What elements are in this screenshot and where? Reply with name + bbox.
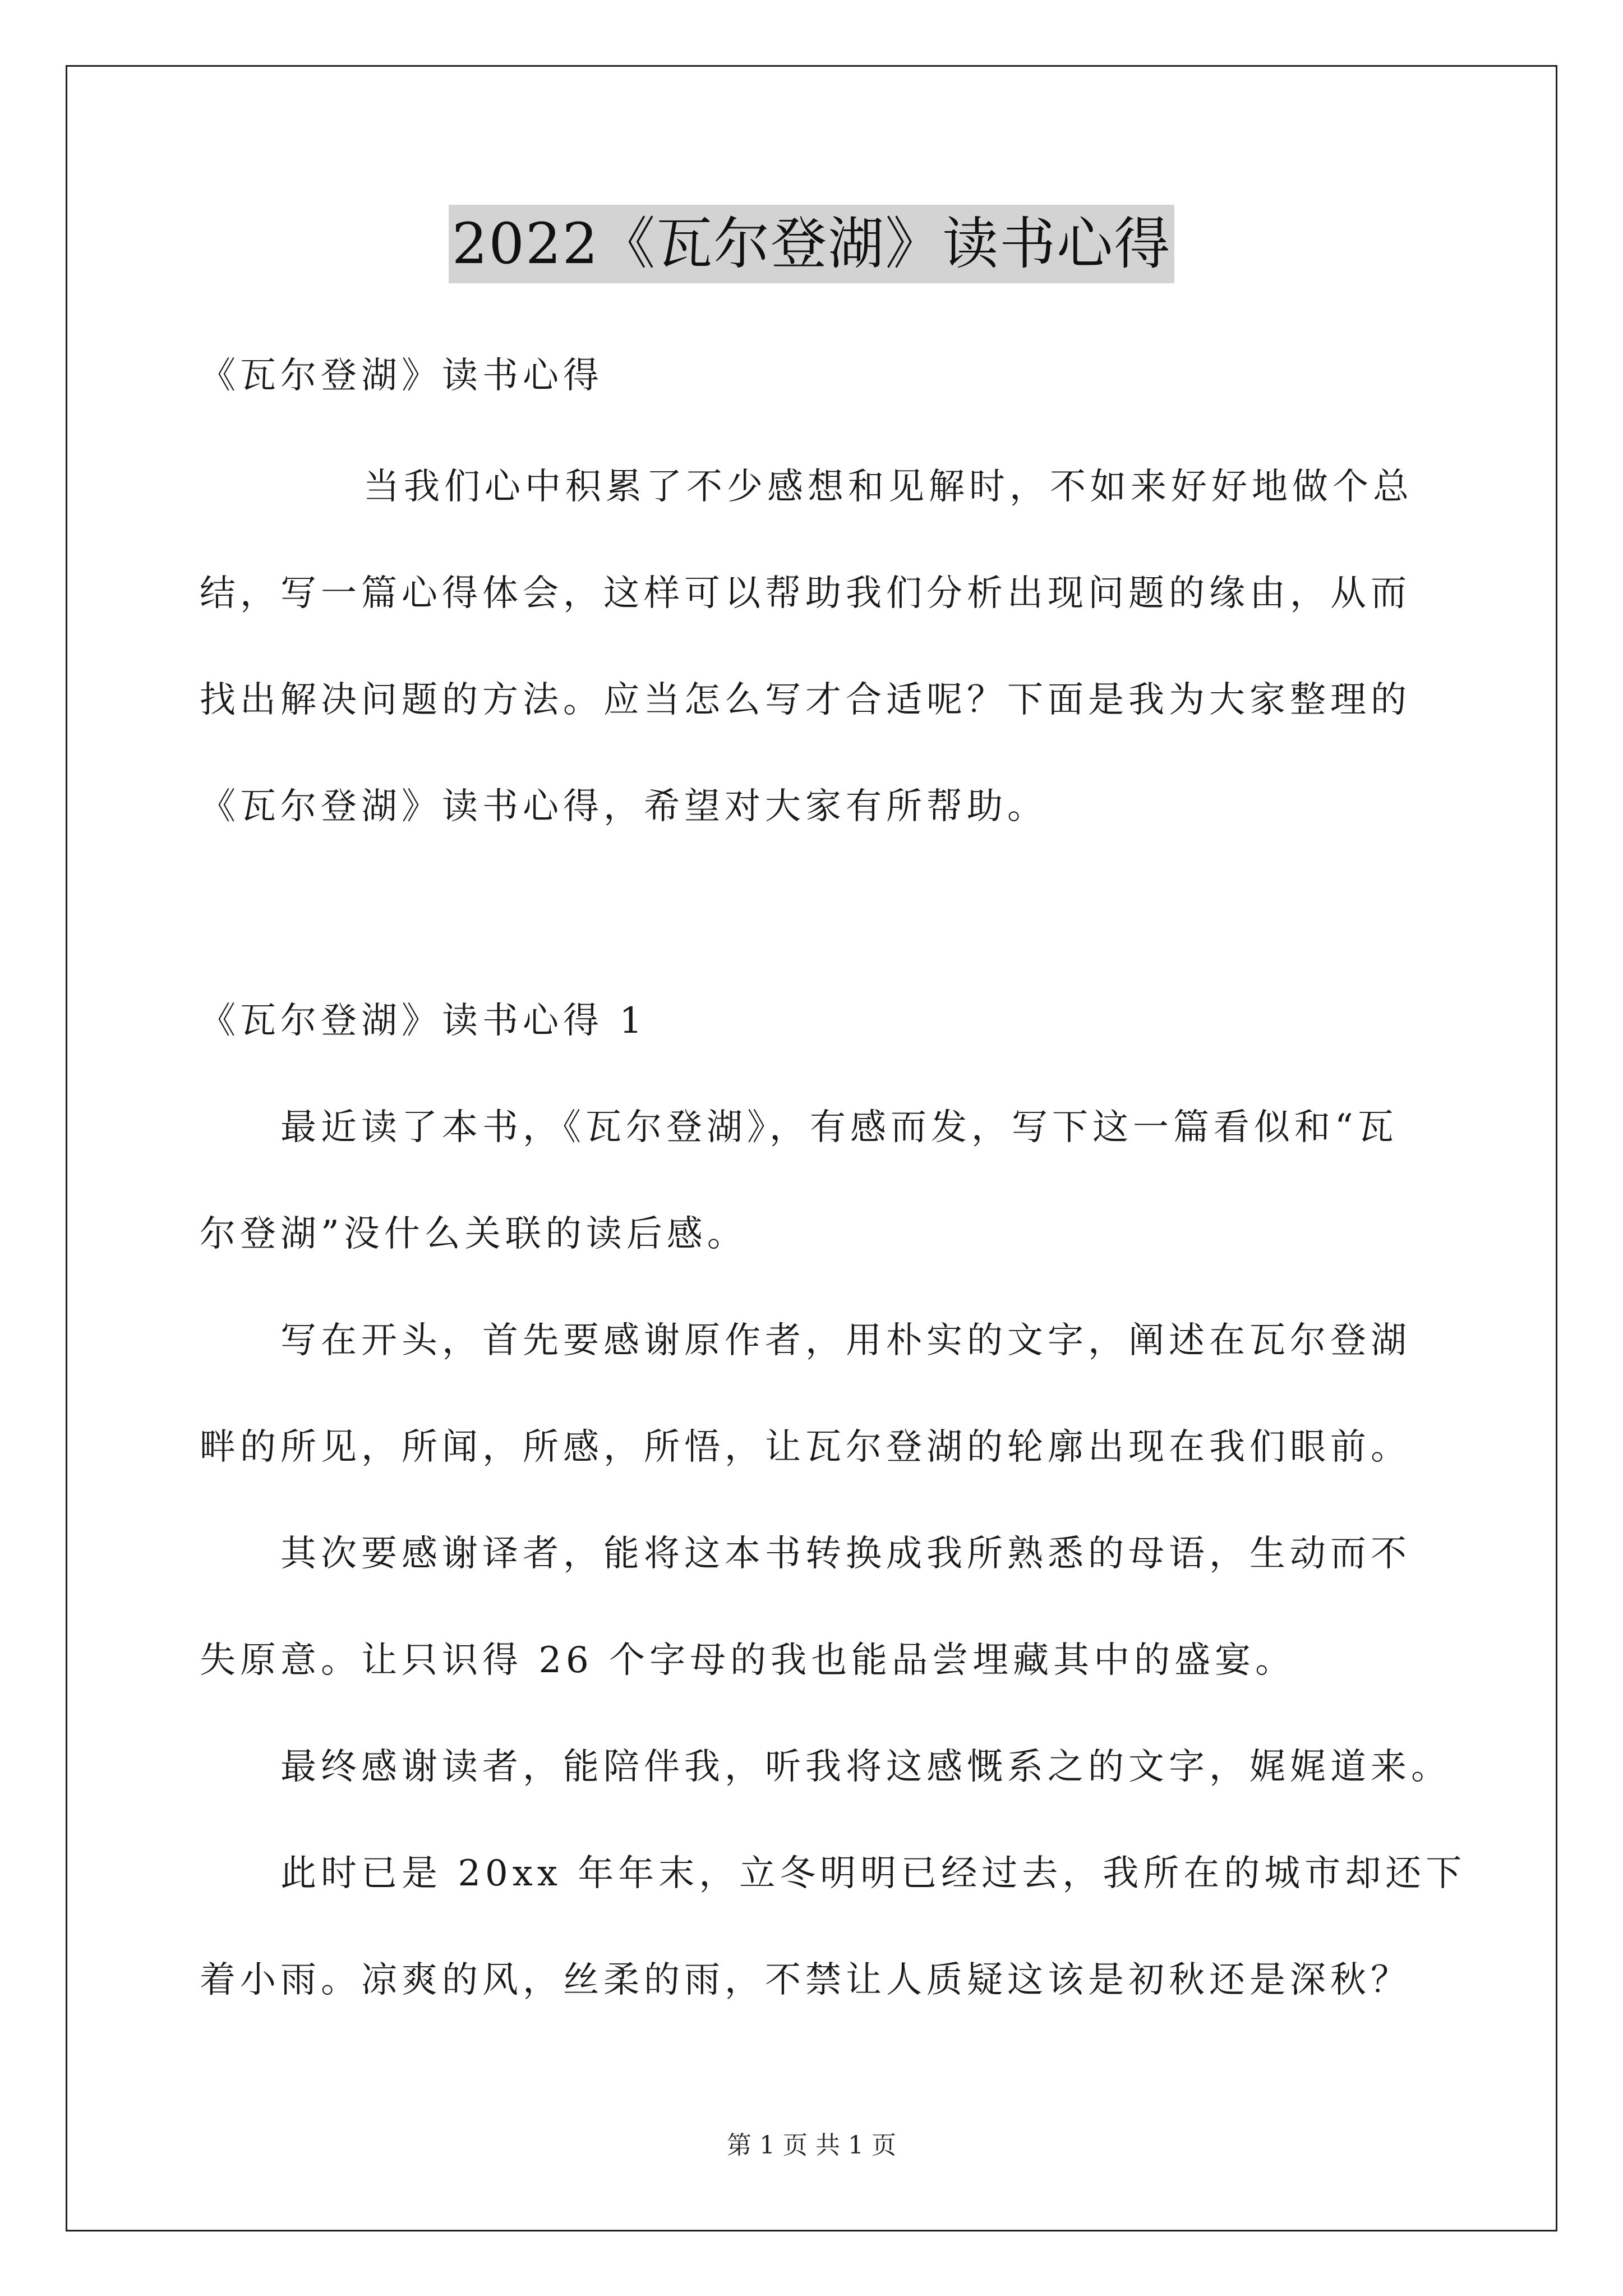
document-title: 2022《瓦尔登湖》读书心得	[449, 205, 1175, 283]
paragraph-line: 失原意。让只识得 26 个字母的我也能品尝埋藏其中的盛宴。	[200, 1640, 1296, 1681]
paragraph-line: 尔登湖”没什么关联的读后感。	[200, 1213, 748, 1255]
paragraph-line: 写在开头，首先要感谢原作者，用朴实的文字，阐述在瓦尔登湖	[280, 1320, 1411, 1361]
paragraph-line: 着小雨。凉爽的风，丝柔的雨，不禁让人质疑这该是初秋还是深秋？	[200, 1959, 1411, 2001]
title-container	[0, 205, 1623, 283]
paragraph-line: 最终感谢读者，能陪伴我，听我将这感慨系之的文字，娓娓道来。	[280, 1746, 1451, 1788]
page-footer: 第 1 页 共 1 页	[727, 2131, 896, 2160]
paragraph-line: 畔的所见，所闻，所感，所悟，让瓦尔登湖的轮廓出现在我们眼前。	[200, 1427, 1411, 1468]
paragraph-line: 当我们心中积累了不少感想和见解时，不如来好好地做个总	[363, 466, 1413, 508]
paragraph-line: 其次要感谢译者，能将这本书转换成我所熟悉的母语，生动而不	[280, 1533, 1411, 1575]
paragraph-line: 《瓦尔登湖》读书心得，希望对大家有所帮助。	[200, 786, 1048, 827]
paragraph-line: 找出解决问题的方法。应当怎么写才合适呢？下面是我为大家整理的	[200, 679, 1411, 721]
paragraph-line: 结，写一篇心得体会，这样可以帮助我们分析出现问题的缘由，从而	[200, 573, 1411, 614]
paragraph-line: 此时已是 20xx 年年末，立冬明明已经过去，我所在的城市却还下	[280, 1853, 1467, 1894]
paragraph-line: 最近读了本书，《瓦尔登湖》，有感而发，写下这一篇看似和“瓦	[280, 1107, 1398, 1148]
section-heading-intro: 《瓦尔登湖》读书心得	[200, 355, 603, 397]
section-heading-1: 《瓦尔登湖》读书心得 1	[200, 1000, 647, 1042]
